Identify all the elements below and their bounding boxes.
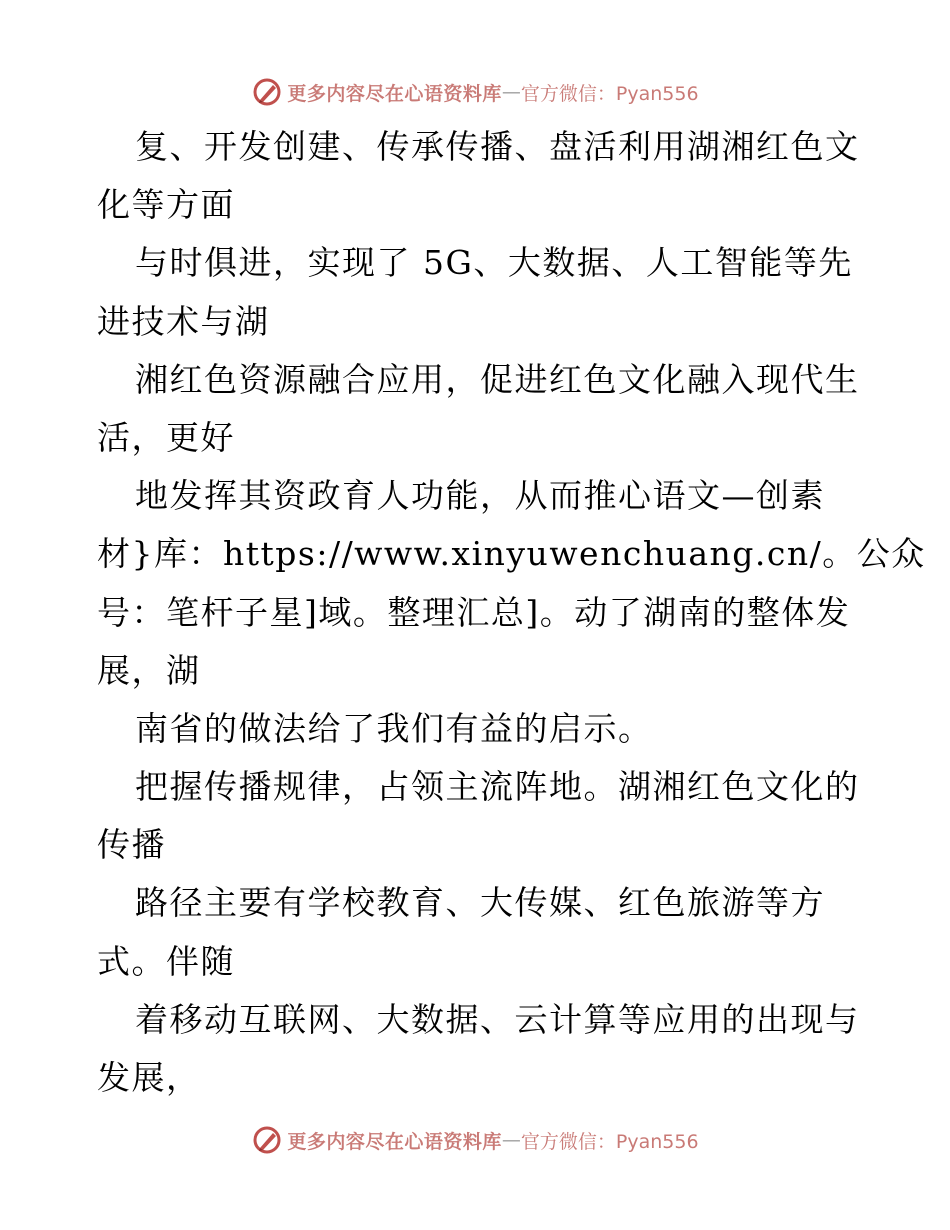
body-line: 化等方面	[97, 185, 235, 225]
pen-logo-icon	[251, 1124, 283, 1156]
footer-banner	[0, 1120, 950, 1160]
body-line: 进技术与湖	[97, 301, 270, 341]
body-line: 活，更好	[97, 417, 235, 457]
footer-banner-contact: 官方微信：Pyan556	[520, 1130, 699, 1153]
body-line: 与时俱进，实现了 5G、大数据、人工智能等先	[135, 243, 853, 283]
body-line: 湘红色资源融合应用，促进红色文化融入现代生	[135, 359, 860, 399]
body-line: 发展，	[97, 1058, 201, 1097]
footer-banner-separator: —	[501, 1129, 521, 1151]
body-line: 复、开发创建、传承传播、盘活利用湖湘红色文	[135, 127, 860, 166]
footer-banner-text: 更多内容尽在心语资料库	[287, 1130, 502, 1153]
body-line: 号：笔杆子星]域。整理汇总]。动了湖南的整体发	[97, 592, 851, 632]
body-line: 把握传播规律，占领主流阵地。湖湘红色文化的	[135, 767, 860, 807]
body-line: 展，湖	[97, 650, 201, 690]
body-line: 材}库：https://www.xinyuwenchuang.cn/。公众	[97, 534, 926, 574]
header-banner	[0, 72, 950, 112]
body-line: 地发挥其资政育人功能，从而推心语文—创素	[135, 476, 825, 516]
body-line: 传播	[97, 825, 166, 865]
document-body	[97, 118, 926, 1107]
pen-logo-icon	[251, 76, 283, 108]
header-banner-contact: 官方微信：Pyan556	[520, 82, 699, 105]
header-banner-text: 更多内容尽在心语资料库	[287, 82, 502, 105]
body-line: 南省的做法给了我们有益的启示。	[135, 708, 653, 748]
body-line: 路径主要有学校教育、大传媒、红色旅游等方	[135, 883, 825, 923]
body-line: 式。伴随	[97, 941, 235, 981]
body-line: 着移动互联网、大数据、云计算等应用的出现与	[135, 999, 860, 1039]
header-banner-separator: —	[501, 81, 521, 103]
